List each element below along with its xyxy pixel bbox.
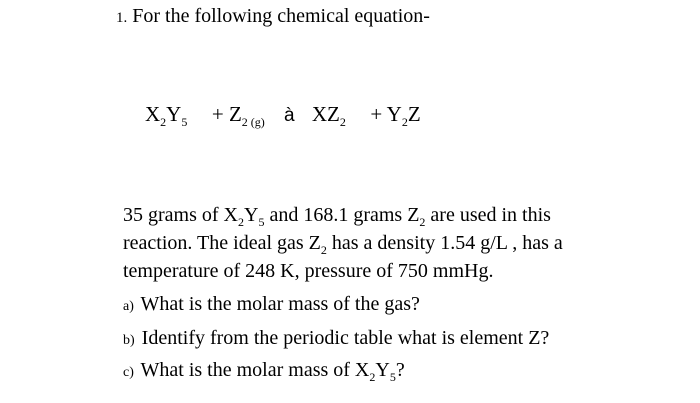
element-z: Z [407, 102, 421, 126]
product-2 [386, 102, 421, 129]
phase-label: (g) [250, 115, 265, 129]
subscript: 5 [181, 115, 188, 129]
subscript: 2 [320, 243, 327, 257]
question-number: 1. [116, 10, 128, 26]
element-x: X [145, 102, 161, 126]
subscript: 2 [369, 370, 376, 384]
plus-sign: + [370, 102, 383, 126]
text: reaction. The ideal gas Z [123, 232, 321, 254]
subquestion-letter: b) [123, 333, 135, 348]
compound-xz: XZ [311, 102, 340, 126]
chemical-equation [145, 102, 421, 128]
text: 35 grams of X [123, 204, 238, 226]
text: has a density 1.54 g/L , has a [326, 232, 563, 254]
element-z: Z [228, 102, 242, 126]
subscript: 5 [389, 370, 396, 384]
element-y: Y [166, 102, 182, 126]
reactant-1 [145, 102, 188, 129]
subscript: 5 [258, 215, 265, 229]
text: Y [243, 204, 259, 226]
product-1 [311, 102, 346, 129]
subquestion-a [123, 292, 420, 319]
subscript: 2 [241, 115, 248, 129]
question-title [116, 4, 430, 30]
text: are used in this [425, 204, 551, 226]
subquestion-c [123, 358, 405, 385]
plus-sign: + [211, 102, 224, 126]
question-title-text: For the following chemical equation- [132, 5, 430, 27]
text: and 168.1 grams Z [264, 204, 420, 226]
subscript: 2 [339, 115, 346, 129]
paragraph-line-2 [123, 231, 563, 255]
text: ? [395, 359, 405, 381]
subscript: 2 [160, 115, 167, 129]
subscript: 2 [401, 115, 408, 129]
element-y: Y [386, 102, 402, 126]
reaction-arrow: à [284, 105, 295, 126]
subquestion-text [140, 359, 405, 384]
paragraph-line-1 [123, 203, 551, 227]
subquestion-letter: a) [123, 299, 134, 314]
subscript: 2 [419, 215, 426, 229]
paragraph-line-3: temperature of 248 K, pressure of 750 mmHg. [123, 260, 494, 282]
subquestion-letter: c) [123, 365, 134, 380]
text: What is the molar mass of X [140, 359, 370, 381]
subquestion-b [123, 326, 549, 353]
subquestion-text: Identify from the periodic table what is element Z? [141, 327, 550, 349]
subscript: 2 [237, 215, 244, 229]
text: Y [375, 359, 390, 381]
reactant-2 [228, 102, 265, 129]
subquestion-text: What is the molar mass of the gas? [140, 293, 420, 315]
